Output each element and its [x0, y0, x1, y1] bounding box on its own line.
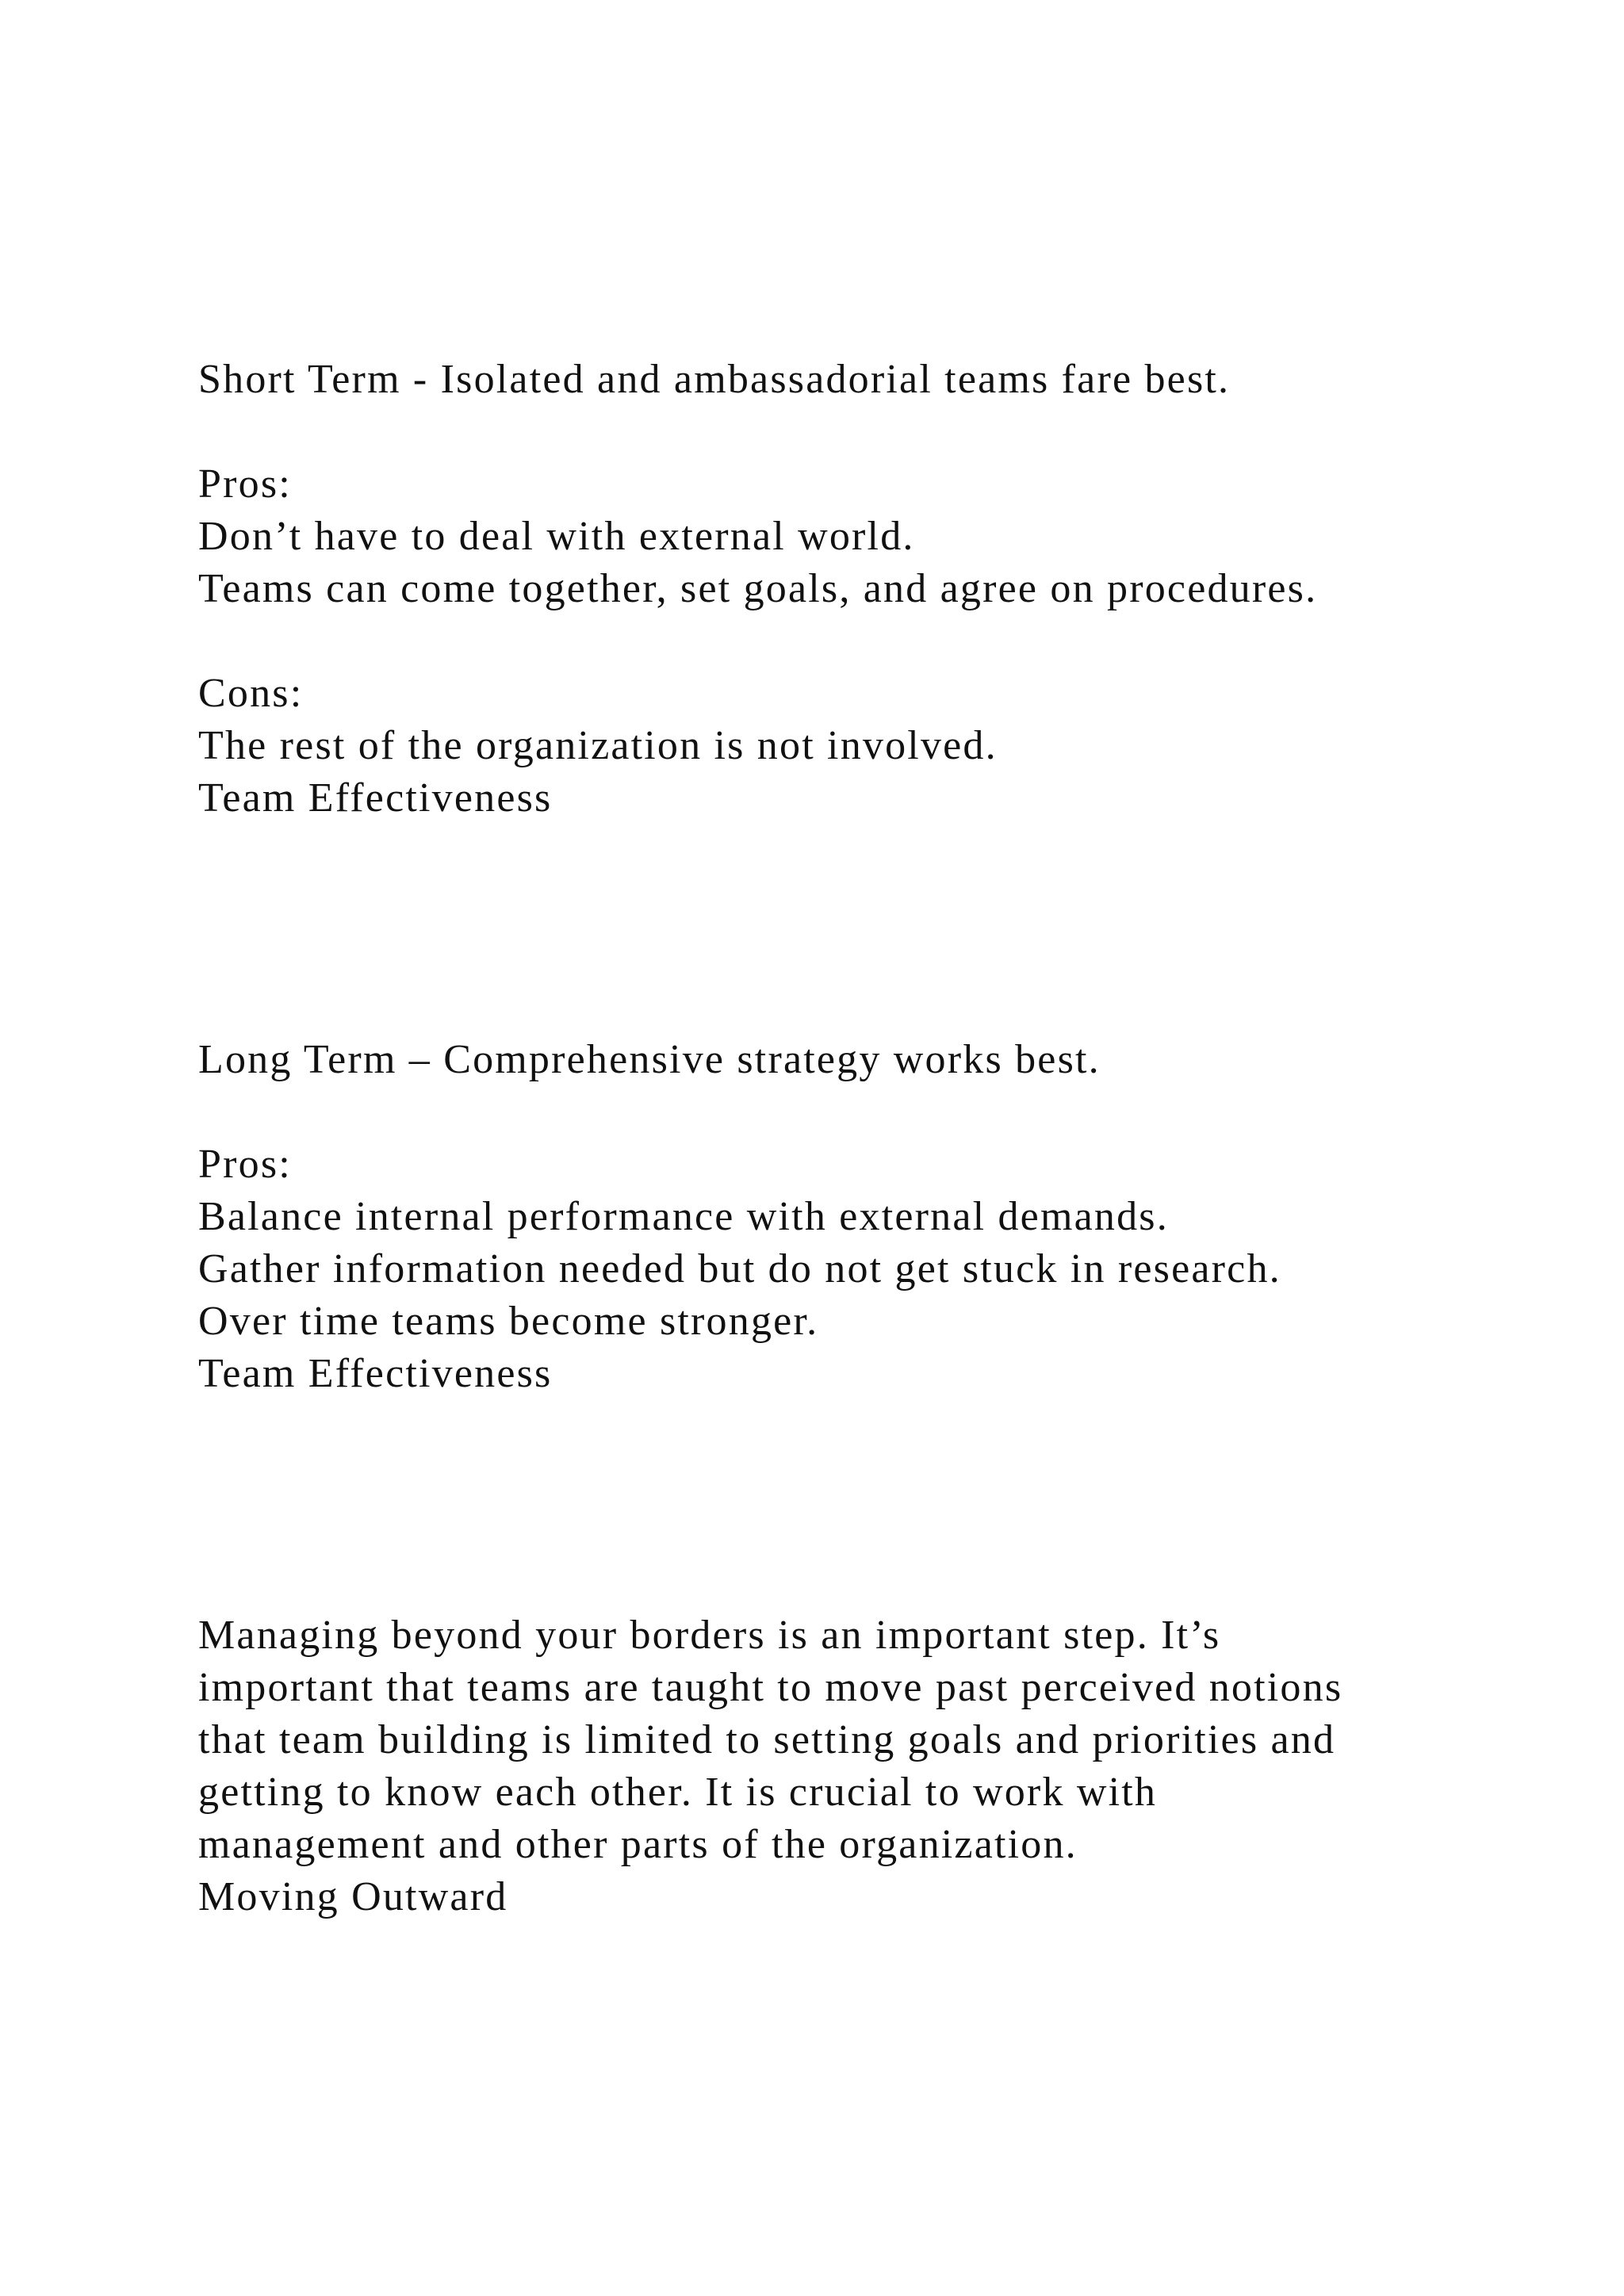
pros-item: Gather information needed but do not get stuck in research.: [198, 1246, 1281, 1292]
paragraph-line: Managing beyond your borders is an important step. It’s: [198, 1613, 1221, 1658]
cons-label: Cons:: [198, 671, 304, 716]
paragraph-line: that team building is limited to setting goals and priorities and: [198, 1717, 1336, 1762]
paragraph-line: important that teams are taught to move past perceived notions: [198, 1665, 1343, 1710]
paragraph-line: getting to know each other. It is crucial to work with: [198, 1770, 1158, 1815]
pros-item: Teams can come together, set goals, and agree on procedures.: [198, 566, 1318, 611]
paragraph-line: management and other parts of the organization.: [198, 1822, 1078, 1867]
pros-item: Over time teams become stronger.: [198, 1299, 819, 1344]
cons-item: The rest of the organization is not involved.: [198, 723, 998, 768]
section-heading: Long Term – Comprehensive strategy works best.: [198, 1037, 1101, 1082]
pros-label: Pros:: [198, 461, 292, 507]
section-heading: Short Term - Isolated and ambassadorial teams fare best.: [198, 357, 1231, 402]
section-title: Team Effectiveness: [198, 1351, 553, 1396]
pros-item: Balance internal performance with external demands.: [198, 1194, 1169, 1239]
pros-label: Pros:: [198, 1142, 292, 1187]
section-title: Moving Outward: [198, 1874, 508, 1919]
pros-item: Don’t have to deal with external world.: [198, 514, 915, 559]
section-title: Team Effectiveness: [198, 775, 553, 821]
